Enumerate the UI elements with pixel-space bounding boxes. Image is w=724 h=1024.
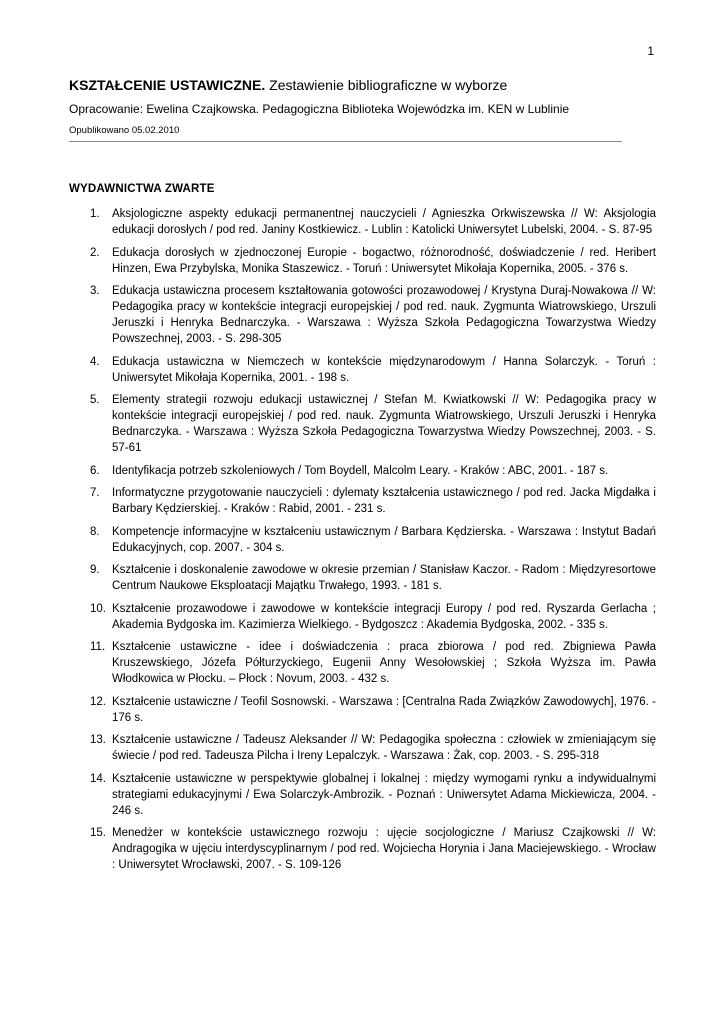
- entry-text: Kształcenie ustawiczne / Tadeusz Aleksander // W: Pedagogika społeczna : człowiek w zmieniającym się świecie / pod red. Tadeusza Pilcha i Ireny Lepalczyk. - Warszawa : Żak, cop. 2003. - S. 295-318: [112, 734, 656, 762]
- document-author: Opracowanie: Ewelina Czajkowska. Pedagogiczna Biblioteka Wojewódzka im. KEN w Lublinie: [69, 102, 570, 116]
- entry-number: 1.: [90, 208, 100, 220]
- entry-text: Kształcenie ustawiczne w perspektywie globalnej i lokalnej : między wymogami rynku a indywidualnymi strategiami edukacyjnymi / Ewa Solarczyk-Ambrozik. - Poznań : Uniwersytet Adama Mickiewicza, 2004. - 246 s.: [112, 772, 656, 817]
- entry-number: 7.: [90, 487, 100, 499]
- entry-text: Edukacja ustawiczna w Niemczech w kontekście międzynarodowym / Hanna Solarczyk. - Toruń : Uniwersytet Mikołaja Kopernika, 2001. - 198 s.: [112, 355, 656, 384]
- page-number: 1: [647, 44, 654, 58]
- bibliography-entry: [86, 392, 656, 456]
- entry-text: Edukacja ustawiczna procesem kształtowania gotowości prozawodowej / Krystyna Duraj-Nowakowa // W: Pedagogika pracy w kontekście integracji europejskiej / pod red. nauk. Zygmunta Wiatrowskiego, Urszuli Jeruszki i Henryka Bednarczyka. - Warszawa : Wyższa Szkoła Pedagogiczna Towarzystwa Wiedzy Powszechnej, 2003. - S. 298-305: [112, 285, 656, 345]
- entry-text: Edukacja dorosłych w zjednoczonej Europie - bogactwo, różnorodność, doświadczenie / red. Heribert Hinzen, Ewa Przybylska, Monika Staszewicz. - Toruń : Uniwersytet Mikołaja Kopernika, 2005. - 376 s.: [112, 246, 656, 275]
- bibliography-entry: [86, 283, 656, 347]
- bibliography-entry: [86, 732, 656, 764]
- entry-number: 5.: [90, 394, 100, 406]
- entry-text: Informatyczne przygotowanie nauczycieli : dylematy kształcenia ustawicznego / pod red. Jacka Migdałka i Barbary Kędzierskiej. - Kraków : Rabid, 2001. - 231 s.: [112, 487, 656, 515]
- header-divider: [69, 141, 622, 142]
- entry-number: 12.: [90, 695, 106, 708]
- bibliography-entry: [86, 245, 656, 277]
- bibliography-entry: [86, 562, 656, 594]
- entry-text: Aksjologiczne aspekty edukacji permanentnej nauczycieli / Agnieszka Orkwiszewska // W: Aksjologia edukacji dorosłych / pod red. Janiny Kostkiewicz. - Lublin : Katolicki Uniwersytet Lubelski, 2004. - S. 87-95: [112, 208, 656, 236]
- bibliography-entry: [86, 601, 656, 633]
- entry-number: 10.: [90, 602, 106, 615]
- entry-number: 8.: [90, 525, 100, 538]
- entry-text: Elementy strategii rozwoju edukacji ustawicznej / Stefan M. Kwiatkowski // W: Pedagogika pracy w kontekście integracji europejskiej / pod red. nauk. Zygmunta Wiatrowskiego, Urszuli Jeruszki i Henryka Bednarczyka. - Warszawa : Wyższa Szkoła Pedagogiczna Towarzystwa Wiedzy Powszechnej, 2003. - S. 57-61: [112, 394, 656, 454]
- bibliography-entry: [86, 485, 656, 517]
- entry-text: Identyfikacja potrzeb szkoleniowych / Tom Boydell, Malcolm Leary. - Kraków : ABC, 2001. - 187 s.: [112, 464, 609, 477]
- entry-number: 2.: [90, 246, 100, 259]
- entry-number: 3.: [90, 285, 100, 297]
- entry-number: 11.: [90, 641, 106, 653]
- entry-text: Kształcenie i doskonalenie zawodowe w okresie przemian / Stanisław Kaczor. - Radom : Międzyresortowe Centrum Naukowe Eksploatacji Majątku Trwałego, 1993. - 181 s.: [112, 564, 656, 592]
- bibliography-entry: [86, 639, 656, 687]
- bibliography-list: [86, 206, 656, 880]
- document-title-rest: Zestawienie bibliograficzne w wyborze: [269, 77, 508, 93]
- document-title: [69, 76, 507, 94]
- entry-number: 6.: [90, 464, 100, 477]
- publication-date: Opublikowano 05.02.2010: [69, 125, 180, 136]
- entry-text: Kompetencje informacyjne w kształceniu ustawicznym / Barbara Kędzierska. - Warszawa : Instytut Badań Edukacyjnych, cop. 2007. - 304 s.: [112, 525, 656, 554]
- entry-number: 14.: [90, 772, 106, 785]
- bibliography-entry: [86, 354, 656, 386]
- document-title-bold: KSZTAŁCENIE USTAWICZNE.: [69, 77, 266, 93]
- entry-number: 4.: [90, 355, 100, 368]
- entry-text: Menedżer w kontekście ustawicznego rozwoju : ujęcie socjologiczne / Mariusz Czajkowski // W: Andragogika w ujęciu interdyscyplinarnym / pod red. Wojciecha Horynia i Jana Maciejewskiego. - Wrocław : Uniwersytet Wrocławski, 2007. - S. 109-126: [112, 827, 656, 871]
- bibliography-entry: [86, 463, 656, 479]
- bibliography-entry: [86, 524, 656, 556]
- bibliography-entry: [86, 825, 656, 873]
- entry-text: Kształcenie prozawodowe i zawodowe w kontekście integracji Europy / pod red. Ryszarda Gerlacha ; Akademia Bydgoska im. Kazimierza Wielkiego. - Bydgoszcz : Akademia Bydgoska, 2002. - 335 s.: [112, 602, 656, 631]
- entry-number: 13.: [90, 734, 106, 746]
- section-heading: WYDAWNICTWA ZWARTE: [69, 183, 215, 195]
- bibliography-entry: [86, 771, 656, 819]
- entry-text: Kształcenie ustawiczne - idee i doświadczenia : praca zbiorowa / pod red. Zbigniewa Pawła Kruszewskiego, Józefa Półturzyckiego, Eugenii Anny Wesołowskiej ; Szkoła Wyższa im. Pawła Włodkowica w Płocku. – Płock : Novum, 2003. - 432 s.: [112, 641, 656, 685]
- entry-number: 9.: [90, 564, 100, 576]
- bibliography-entry: [86, 206, 656, 238]
- entry-text: Kształcenie ustawiczne / Teofil Sosnowski. - Warszawa : [Centralna Rada Związków Zawodowych], 1976. - 176 s.: [112, 695, 656, 724]
- bibliography-entry: [86, 694, 656, 726]
- entry-number: 15.: [90, 827, 106, 839]
